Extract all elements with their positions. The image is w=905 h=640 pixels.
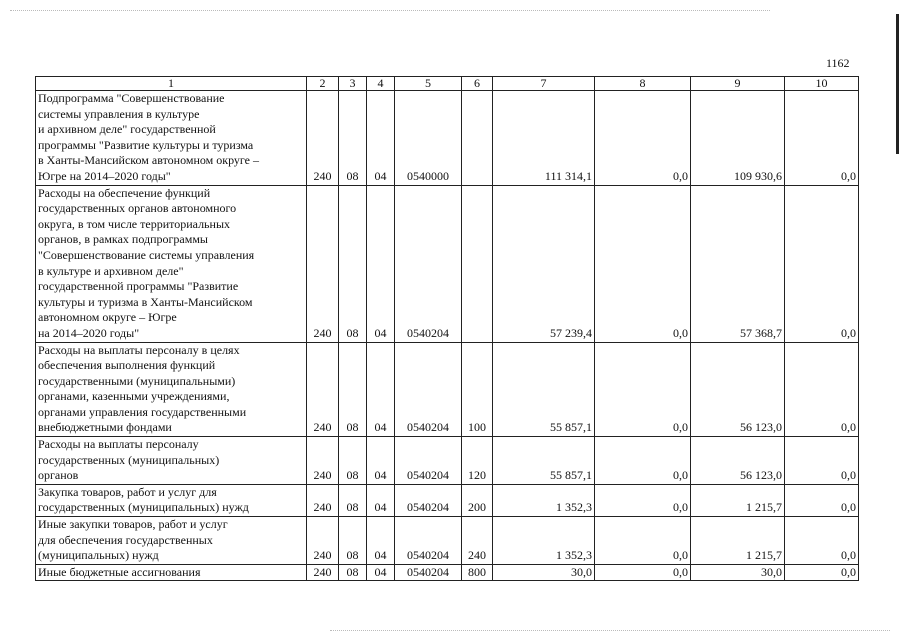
row-name: Иные бюджетные ассигнования: [36, 564, 307, 581]
cell-amount-9: 56 123,0: [691, 437, 785, 485]
cell-section: 08: [339, 185, 367, 342]
cell-target-article: 0540204: [395, 517, 462, 565]
cell-ministry: 240: [307, 342, 339, 437]
cell-expense-type: 100: [462, 342, 493, 437]
cell-amount-10: 0,0: [785, 437, 859, 485]
cell-section: 08: [339, 484, 367, 516]
cell-subsection: 04: [367, 185, 395, 342]
cell-amount-8: 0,0: [595, 185, 691, 342]
cell-target-article: 0540000: [395, 91, 462, 186]
cell-target-article: 0540204: [395, 484, 462, 516]
col-header: 1: [36, 77, 307, 91]
cell-section: 08: [339, 564, 367, 581]
cell-subsection: 04: [367, 564, 395, 581]
cell-ministry: 240: [307, 437, 339, 485]
table-row: [36, 517, 859, 565]
cell-amount-10: 0,0: [785, 564, 859, 581]
cell-amount-9: 1 215,7: [691, 517, 785, 565]
cell-ministry: 240: [307, 517, 339, 565]
cell-amount-8: 0,0: [595, 517, 691, 565]
col-header: 7: [493, 77, 595, 91]
row-name: Закупка товаров, работ и услуг для государственных (муниципальных) нужд: [36, 484, 307, 516]
cell-amount-7: 30,0: [493, 564, 595, 581]
cell-amount-10: 0,0: [785, 91, 859, 186]
scan-artifact-top: [10, 10, 770, 12]
cell-amount-7: 1 352,3: [493, 484, 595, 516]
col-header: 2: [307, 77, 339, 91]
cell-expense-type: [462, 185, 493, 342]
scan-artifact-bottom: [330, 630, 890, 632]
row-name: Иные закупки товаров, работ и услуг для обеспечения государственных (муниципальных) нужд: [36, 517, 307, 565]
col-header: 6: [462, 77, 493, 91]
scan-edge-mark: [896, 14, 899, 154]
cell-amount-7: 57 239,4: [493, 185, 595, 342]
cell-expense-type: 120: [462, 437, 493, 485]
cell-subsection: 04: [367, 342, 395, 437]
cell-amount-9: 109 930,6: [691, 91, 785, 186]
cell-amount-9: 1 215,7: [691, 484, 785, 516]
cell-subsection: 04: [367, 437, 395, 485]
table-row: [36, 91, 859, 186]
cell-section: 08: [339, 437, 367, 485]
cell-amount-10: 0,0: [785, 342, 859, 437]
cell-expense-type: [462, 91, 493, 186]
cell-ministry: 240: [307, 91, 339, 186]
table-row: [36, 342, 859, 437]
page-number: 1162: [826, 56, 850, 70]
table-row: [36, 564, 859, 581]
cell-amount-10: 0,0: [785, 517, 859, 565]
table-row: [36, 185, 859, 342]
cell-amount-8: 0,0: [595, 484, 691, 516]
cell-amount-8: 0,0: [595, 91, 691, 186]
cell-subsection: 04: [367, 484, 395, 516]
cell-ministry: 240: [307, 484, 339, 516]
cell-amount-8: 0,0: [595, 342, 691, 437]
cell-expense-type: 200: [462, 484, 493, 516]
cell-amount-9: 30,0: [691, 564, 785, 581]
table-header-row: [36, 77, 859, 91]
cell-amount-10: 0,0: [785, 484, 859, 516]
col-header: 8: [595, 77, 691, 91]
cell-target-article: 0540204: [395, 185, 462, 342]
cell-amount-8: 0,0: [595, 437, 691, 485]
cell-amount-7: 1 352,3: [493, 517, 595, 565]
cell-subsection: 04: [367, 91, 395, 186]
cell-target-article: 0540204: [395, 437, 462, 485]
cell-amount-7: 55 857,1: [493, 437, 595, 485]
row-name: Расходы на обеспечение функций государственных органов автономного округа, в том числе территориальных органов, в рамках подпрограммы "Совершенствование системы управления в культуре и архивном деле" государственной программы "Развитие культуры и туризма в Ханты-Мансийском автономном округе – Югре на 2014–2020 годы": [36, 185, 307, 342]
budget-table: [35, 76, 859, 581]
col-header: 9: [691, 77, 785, 91]
cell-amount-7: 111 314,1: [493, 91, 595, 186]
cell-subsection: 04: [367, 517, 395, 565]
cell-section: 08: [339, 91, 367, 186]
table-row: [36, 484, 859, 516]
cell-expense-type: 240: [462, 517, 493, 565]
cell-amount-9: 57 368,7: [691, 185, 785, 342]
cell-section: 08: [339, 342, 367, 437]
cell-expense-type: 800: [462, 564, 493, 581]
cell-amount-10: 0,0: [785, 185, 859, 342]
col-header: 5: [395, 77, 462, 91]
cell-amount-9: 56 123,0: [691, 342, 785, 437]
col-header: 4: [367, 77, 395, 91]
cell-amount-7: 55 857,1: [493, 342, 595, 437]
row-name: Подпрограмма "Совершенствование системы управления в культуре и архивном деле" государственной программы "Развитие культуры и туризма в Ханты-Мансийском автономном округе – Югре на 2014–2020 годы": [36, 91, 307, 186]
cell-section: 08: [339, 517, 367, 565]
cell-ministry: 240: [307, 185, 339, 342]
table-row: [36, 437, 859, 485]
row-name: Расходы на выплаты персоналу в целях обеспечения выполнения функций государственными (муниципальными) органами, казенными учреждениями, органами управления государственными внебюджетными фондами: [36, 342, 307, 437]
col-header: 10: [785, 77, 859, 91]
cell-target-article: 0540204: [395, 342, 462, 437]
cell-target-article: 0540204: [395, 564, 462, 581]
row-name: Расходы на выплаты персоналу государственных (муниципальных) органов: [36, 437, 307, 485]
cell-amount-8: 0,0: [595, 564, 691, 581]
cell-ministry: 240: [307, 564, 339, 581]
col-header: 3: [339, 77, 367, 91]
